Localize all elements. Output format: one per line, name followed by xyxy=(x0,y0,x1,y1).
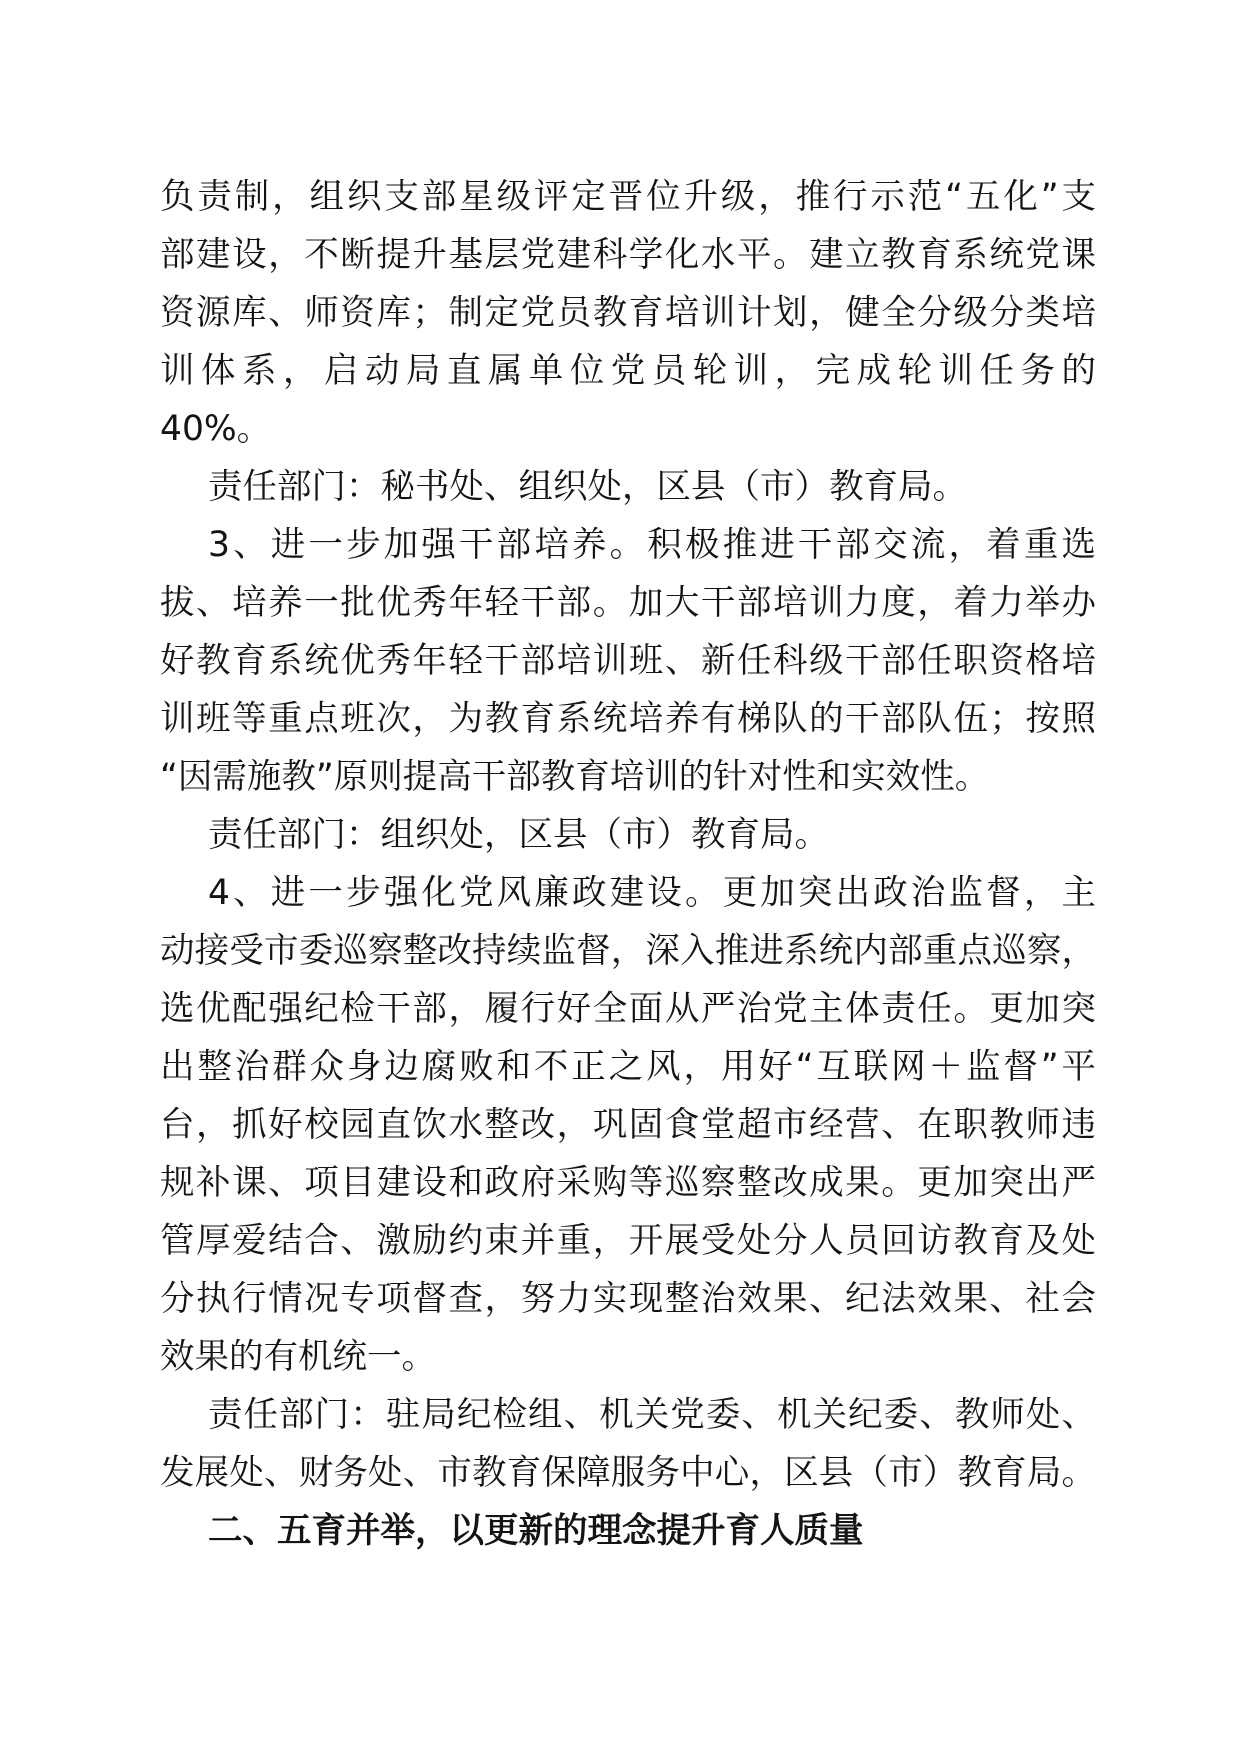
paragraph-line: 台，抓好校园直饮水整改，巩固食堂超市经营、在职教师违 xyxy=(160,1105,1096,1145)
document-body xyxy=(160,168,1096,1560)
responsible-dept-line: 责任部门：秘书处、组织处，区县（市）教育局。 xyxy=(208,467,967,507)
paragraph-line: 训体系，启动局直属单位党员轮训，完成轮训任务的 xyxy=(160,351,1096,391)
paragraph-line: 动接受市委巡察整改持续监督，深入推进系统内部重点巡察， xyxy=(160,931,1096,971)
responsible-dept-line: 发展处、财务处、市教育保障服务中心，区县（市）教育局。 xyxy=(160,1453,1096,1493)
paragraph-line: 出整治群众身边腐败和不正之风，用好“互联网＋监督”平 xyxy=(160,1047,1096,1087)
responsible-dept-line: 责任部门：组织处，区县（市）教育局。 xyxy=(208,815,829,855)
paragraph-line: “因需施教”原则提高干部教育培训的针对性和实效性。 xyxy=(160,757,990,797)
paragraph-line: 管厚爱结合、激励约束并重，开展受处分人员回访教育及处 xyxy=(160,1221,1096,1261)
paragraph-line: 4、进一步强化党风廉政建设。更加突出政治监督，主 xyxy=(208,873,1096,913)
paragraph-line: 分执行情况专项督查，努力实现整治效果、纪法效果、社会 xyxy=(160,1279,1096,1319)
paragraph-line: 40%。 xyxy=(160,409,272,449)
paragraph-line: 拔、培养一批优秀年轻干部。加大干部培训力度，着力举办 xyxy=(160,583,1096,623)
paragraph-line: 规补课、项目建设和政府采购等巡察整改成果。更加突出严 xyxy=(160,1163,1096,1203)
paragraph-line: 负责制，组织支部星级评定晋位升级，推行示范“五化”支 xyxy=(160,177,1096,217)
paragraph-line: 部建设，不断提升基层党建科学化水平。建立教育系统党课 xyxy=(160,235,1096,275)
paragraph-line: 选优配强纪检干部，履行好全面从严治党主体责任。更加突 xyxy=(160,989,1096,1029)
paragraph-line: 效果的有机统一。 xyxy=(160,1337,436,1377)
paragraph-line: 好教育系统优秀年轻干部培训班、新任科级干部任职资格培 xyxy=(160,641,1096,681)
paragraph-line: 3、进一步加强干部培养。积极推进干部交流，着重选 xyxy=(208,525,1096,565)
paragraph-line: 资源库、师资库；制定党员教育培训计划，健全分级分类培 xyxy=(160,293,1096,333)
responsible-dept-line: 责任部门：驻局纪检组、机关党委、机关纪委、教师处、 xyxy=(208,1395,1096,1435)
paragraph-line: 训班等重点班次，为教育系统培养有梯队的干部队伍；按照 xyxy=(160,699,1096,739)
section-heading: 二、五育并举，以更新的理念提升育人质量 xyxy=(208,1511,864,1551)
